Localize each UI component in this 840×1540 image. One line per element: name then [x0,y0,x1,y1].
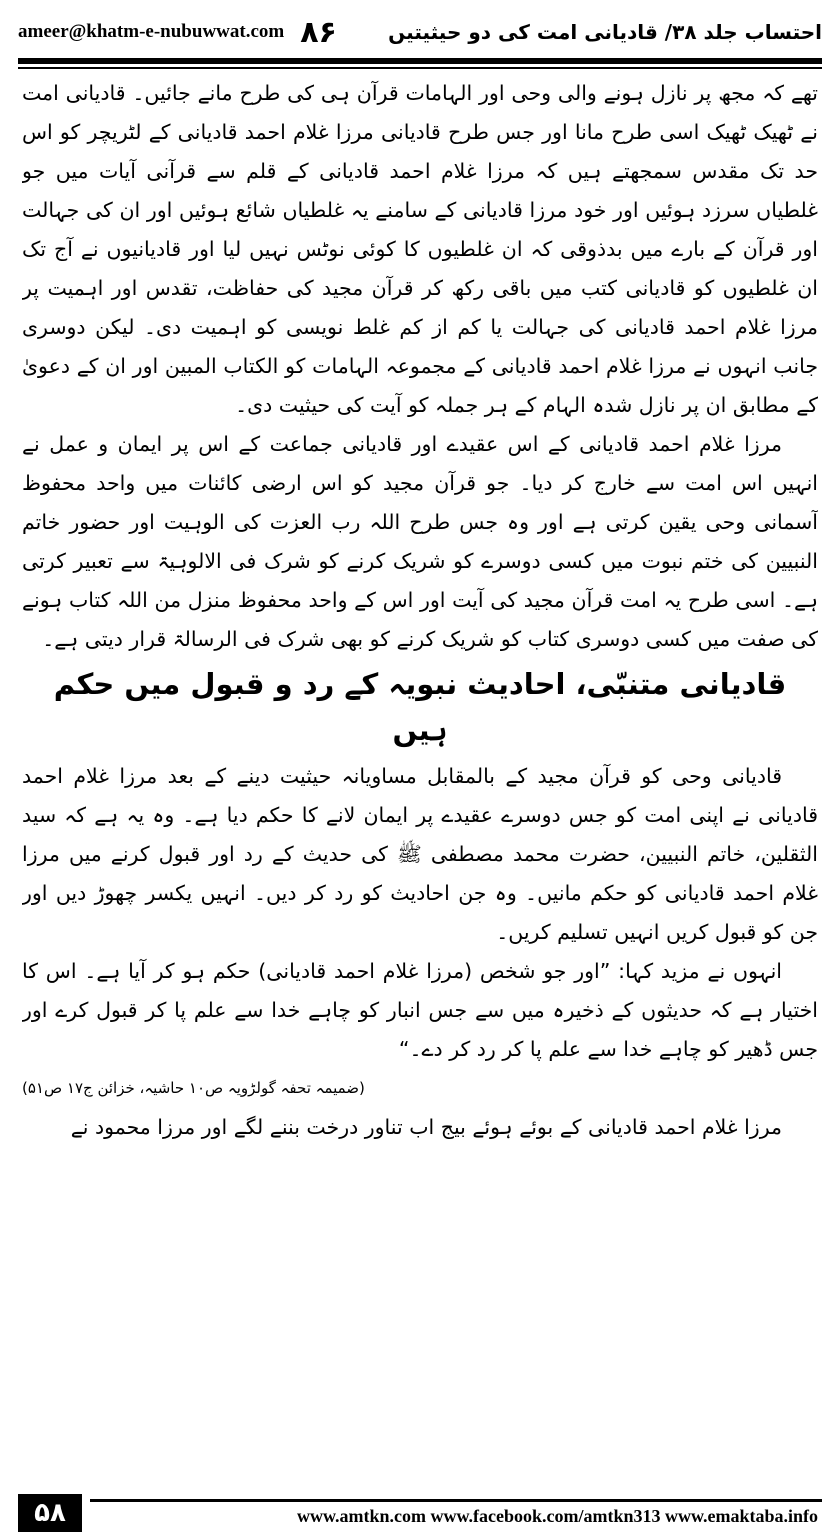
header-left [18,15,337,50]
paragraph-5: مرزا غلام احمد قادیانی کے بوئے ہوئے بیج اب تناور درخت بننے لگے اور مرزا محمود نے [70,1115,782,1139]
paragraph-3: قادیانی وحی کو قرآن مجید کے بالمقابل مساویانہ حیثیت دینے کے بعد مرزا غلام احمد قادیانی نے اپنی امت کو جس دوسرے عقیدے پر ایمان لانے کا حکم دیا ہے۔ وہ یہ ہے کہ سید الثقلین، خاتم النبیین، حضرت محمد مصطفی ﷺ کی حدیث کے رد اور قبول کرنے میں مرزا غلام احمد قادیانی کو حکم مانیں۔ وہ جن احادیث کو رد کر دیں۔ انہیں یکسر چھوڑ دیں اور جن کو قبول کریں انہیں تسلیم کریں۔ [22,764,818,944]
running-title: احتساب جلد ۳۸/ قادیانی امت کی دو حیثیتیں [388,20,822,44]
paragraph-1: تھے کہ مجھ پر نازل ہونے والی وحی اور الہامات قرآن ہی کی طرح مانے جائیں۔ قادیانی امت نے ٹھیک ٹھیک اسی طرح مانا اور جس طرح قادیانی مرزا غلام احمد قادیانی کے لٹریچر کو اس حد تک مقدس سمجھتے ہیں کہ مرزا غلام احمد قادیانی کے قلم سے قرآنی آیات میں جو غلطیاں سرزد ہوئیں اور خود مرزا قادیانی کے سامنے یہ غلطیاں شائع ہوئیں اور ان کی جہالت اور قرآن کے بارے میں بدذوقی کہ ان غلطیوں کا کوئی نوٹس نہیں لیا اور قادیانیوں نے آج تک ان غلطیوں کو قادیانی کتب میں باقی رکھ کر قرآن مجید کی حفاظت، تقدس اور اہمیت پر مرزا غلام احمد قادیانی کی جہالت یا کم از کم غلط نویسی کو اہمیت دی۔ لیکن دوسری جانب انہوں نے مرزا غلام احمد قادیانی کے مجموعہ الہامات کو الکتاب المبین اور ان کے دعویٰ کے مطابق ان پر نازل شدہ الہام کے ہر جملہ کو آیت کی حیثیت دی۔ [22,81,818,417]
citation-row [22,1069,818,1108]
footer-urls[interactable]: www.amtkn.com www.facebook.com/amtkn313 www.emaktaba.info [90,1499,822,1527]
header-page-number: ۸۶ [300,14,337,50]
citation-reference: (ضمیمہ تحفہ گولڑویہ ص۱۰ حاشیہ، خزائن ج۱۷ ص۵۱) [22,1079,365,1097]
section-heading: قادیانی متنبّی، احادیث نبویہ کے رد و قبول میں حکم ہیں [53,667,787,747]
header-rule-thick [18,58,822,64]
page-header [18,10,822,54]
header-email[interactable]: ameer@khatm-e-nubuwwat.com [18,21,285,42]
page-footer [18,1492,822,1534]
page-content [22,74,818,1479]
paragraph-4: انہوں نے مزید کہا: ”اور جو شخص (مرزا غلام احمد قادیانی) حکم ہو کر آیا ہے۔ اس کا اختیار ہے کہ حدیثوں کے ذخیرہ میں سے جس انبار کو چاہے خدا سے علم پا کر قبول کرے اور جس ڈھیر کو چاہے خدا سے علم پا کر رد کر دے۔“ [22,959,818,1061]
paragraph-2: مرزا غلام احمد قادیانی کے اس عقیدے اور قادیانی جماعت کے اس پر ایمان و عمل نے انہیں اس امت سے خارج کر دیا۔ جو قرآن مجید کو اس ارضی کائنات میں واحد محفوظ آسمانی وحی یقین کرتی ہے اور وہ جس طرح اللہ رب العزت کی الوہیت اور حضور خاتم النبیین کی ختم نبوت میں کسی دوسرے کو شریک کرنے کو شرک فی الالوہیۃ سے تعبیر کرتی ہے۔ اسی طرح یہ امت قرآن مجید کی آیت اور اس کے واحد محفوظ منزل من اللہ کتاب ہونے کی صفت میں کسی دوسری کتاب کو شریک کرنے کو بھی شرک فی الرسالۃ قرار دیتی ہے۔ [22,432,818,651]
footer-page-number: ۵۸ [18,1494,82,1532]
header-rule-thin [18,67,822,69]
